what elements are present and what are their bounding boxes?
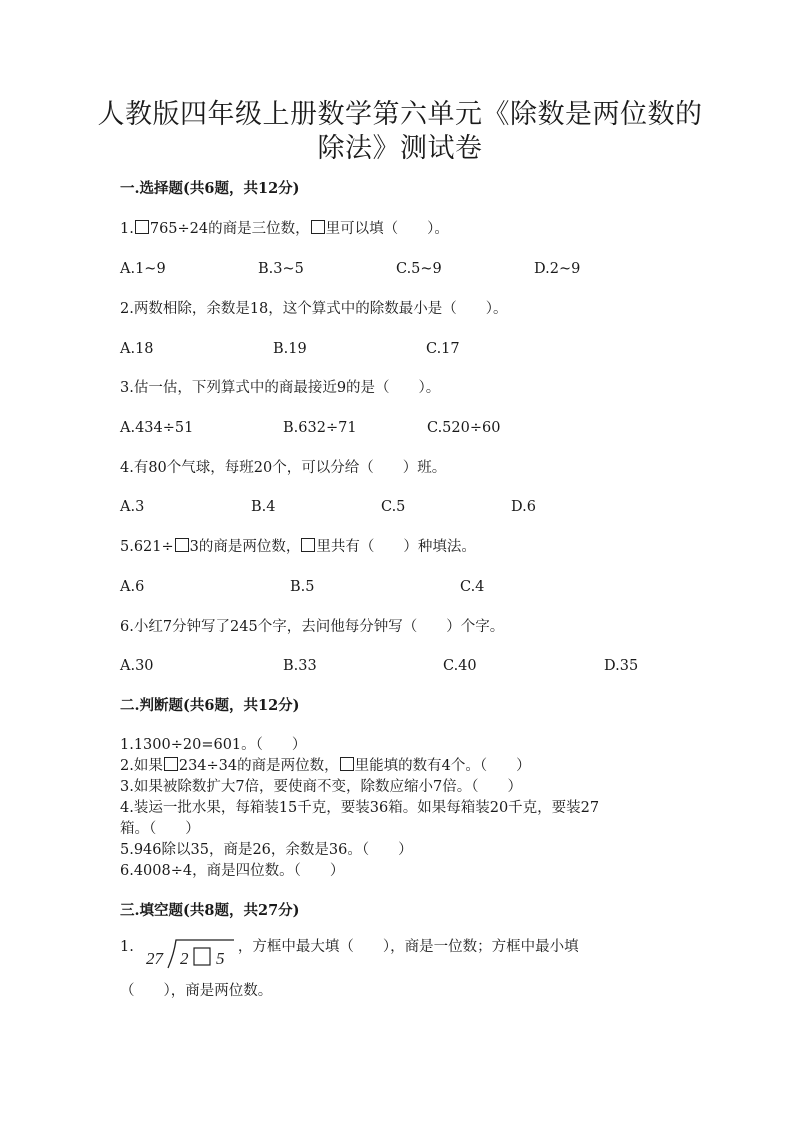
dividend-blank-box: [194, 948, 210, 965]
dividend-digit-b: 5: [215, 949, 225, 968]
option-1-6-b[interactable]: B.33: [283, 658, 317, 674]
blank-box: [135, 220, 149, 234]
option-1-5-b[interactable]: B.5: [290, 579, 315, 595]
option-1-2-a[interactable]: A.18: [120, 341, 154, 357]
long-division-figure: [144, 938, 236, 984]
option-1-4-a[interactable]: A.3: [120, 499, 145, 515]
section-1-heading: 一.选择题(共6题，共12分): [120, 180, 300, 197]
question-1-2: 2.两数相除，余数是18，这个算式中的除数最小是（ ）。: [120, 301, 508, 317]
option-1-3-b[interactable]: B.632÷71: [283, 420, 357, 436]
question-1-6: 6.小红7分钟写了245个字，去问他每分钟写（ ）个字。: [120, 619, 505, 635]
option-1-3-c[interactable]: C.520÷60: [427, 420, 501, 436]
option-1-5-c[interactable]: C.4: [460, 579, 485, 595]
option-1-1-d[interactable]: D.2~9: [534, 261, 581, 277]
divisor-text: 27: [145, 949, 163, 968]
fill-1: 1. 27 2 5 ，方框中最大填（ ），商是一位数；方框中最小填: [120, 938, 579, 984]
option-1-1-b[interactable]: B.3~5: [258, 261, 304, 277]
judge-4-a: 4.装运一批水果，每箱装15千克，要装36箱。如果每箱装20千克，要装27: [120, 800, 600, 816]
title-line-2: 除法》测试卷: [317, 133, 483, 164]
question-1-5: 5.621÷ 3的商是两位数， 里共有（ ）种填法。: [120, 539, 476, 555]
dividend-digit-a: 2: [179, 949, 189, 968]
blank-box: [175, 538, 189, 552]
long-division-svg: [144, 938, 236, 970]
option-1-2-c[interactable]: C.17: [426, 341, 460, 357]
option-1-2-b[interactable]: B.19: [273, 341, 307, 357]
option-1-6-c[interactable]: C.40: [443, 658, 477, 674]
title-line-1: 人教版四年级上册数学第六单元《除数是两位数的: [97, 99, 703, 130]
question-1-1: 1. 765÷24的商是三位数， 里可以填（ ）。: [120, 221, 449, 237]
blank-box: [311, 220, 325, 234]
judge-5: 5.946除以35，商是26，余数是36。（ ）: [120, 842, 413, 858]
option-1-4-d[interactable]: D.6: [511, 499, 536, 515]
section-3-heading: 三.填空题(共8题，共27分): [120, 902, 300, 919]
question-1-3: 3.估一估，下列算式中的商最接近9的是（ ）。: [120, 380, 441, 396]
option-1-6-a[interactable]: A.30: [120, 658, 154, 674]
judge-2: 2.如果 234÷34的商是两位数， 里能填的数有4个。（ ）: [120, 758, 531, 774]
judge-4-b: 箱。（ ）: [120, 821, 200, 837]
judge-6: 6.4008÷4，商是四位数。（ ）: [120, 863, 345, 879]
option-1-1-a[interactable]: A.1~9: [120, 261, 166, 277]
option-1-3-a[interactable]: A.434÷51: [120, 420, 194, 436]
fill-1-cont: （ ），商是两位数。: [120, 983, 273, 999]
question-1-4: 4.有80个气球，每班20个，可以分给（ ）班。: [120, 460, 447, 476]
blank-box: [164, 757, 178, 771]
judge-3: 3.如果被除数扩大7倍，要使商不变，除数应缩小7倍。（ ）: [120, 779, 523, 795]
blank-box: [340, 757, 354, 771]
judge-1: 1.1300÷20=601。（ ）: [120, 737, 307, 753]
section-2-heading: 二.判断题(共6题，共12分): [120, 697, 300, 714]
option-1-6-d[interactable]: D.35: [604, 658, 639, 674]
option-1-4-b[interactable]: B.4: [251, 499, 276, 515]
option-1-1-c[interactable]: C.5~9: [396, 261, 442, 277]
blank-box: [301, 538, 315, 552]
option-1-4-c[interactable]: C.5: [381, 499, 406, 515]
option-1-5-a[interactable]: A.6: [120, 579, 145, 595]
